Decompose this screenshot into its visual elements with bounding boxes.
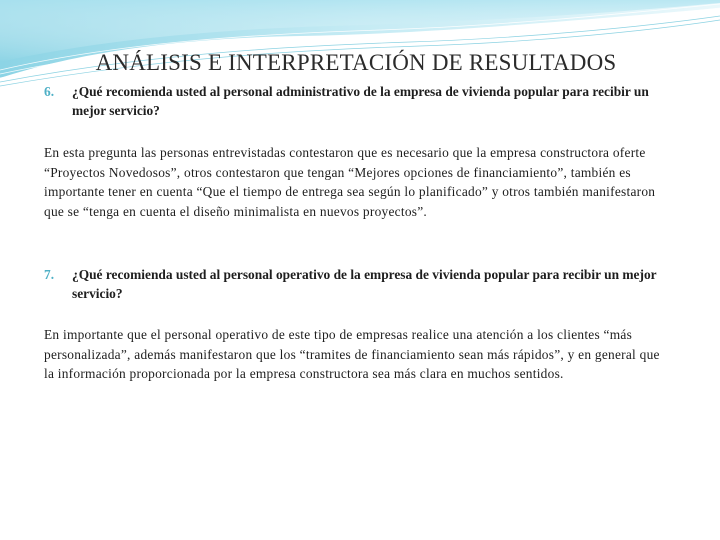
- question-7-text: ¿Qué recomienda usted al personal operativo de la empresa de vivienda popular para recibir un mejor servicio?: [72, 267, 657, 301]
- slide-title: ANÁLISIS E INTERPRETACIÓN DE RESULTADOS: [95, 50, 617, 75]
- question-6-number: 6.: [44, 84, 55, 99]
- question-6: [44, 82, 664, 120]
- question-6-text: ¿Qué recomienda usted al personal administrativo de la empresa de vivienda popular para recibir un mejor servicio?: [72, 84, 649, 118]
- question-7-number: 7.: [44, 267, 55, 282]
- answer-7-paragraph: En importante que el personal operativo de este tipo de empresas realice una atención a los clientes “más personalizada”, además manifestaron que los “tramites de financiamiento sean más rápidos”, y en general que la información proporcionada por la empresa constructora sea más clara en muchos sentidos.: [44, 327, 660, 382]
- answer-6-paragraph: En esta pregunta las personas entrevistadas contestaron que es necesario que la empresa constructora oferte “Proyectos Novedosos”, otros contestaron que tengan “Mejores opciones de financiamiento”, también es importante tener en cuenta “Que el tiempo de entrega sea según lo planificado” y otros también manifestaron que se “tenga en cuenta el diseño minimalista en nuevos proyectos”.: [44, 145, 656, 219]
- question-7: [44, 265, 680, 303]
